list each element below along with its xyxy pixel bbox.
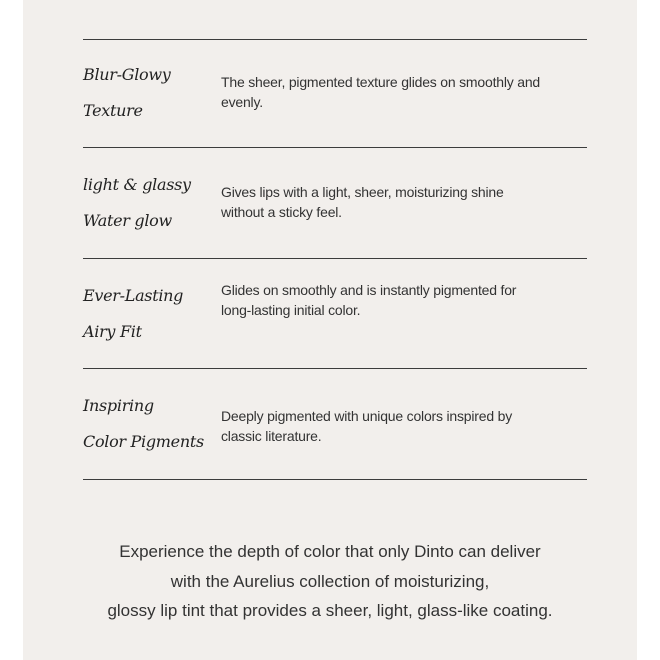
closing-line: Experience the depth of color that only Dinto can deliver — [119, 542, 541, 561]
closing-line: glossy lip tint that provides a sheer, light, glass-like coating. — [107, 601, 553, 620]
feature-title-line: Blur-Glowy — [83, 65, 171, 84]
divider — [83, 368, 587, 369]
feature-title-water-glow — [83, 167, 223, 239]
closing-line: with the Aurelius collection of moisturizing, — [170, 571, 490, 591]
feature-description-water-glow: Gives lips with a light, sheer, moisturizing shine without a sticky feel. — [221, 184, 504, 220]
divider-bottom — [83, 479, 587, 480]
feature-description-color-pigments: Deeply pigmented with unique colors inspired by classic literature. — [221, 408, 512, 444]
feature-description-blur-glowy: The sheer, pigmented texture glides on smoothly and evenly. — [221, 74, 540, 110]
feature-title-line: Texture — [83, 101, 143, 120]
closing-statement — [23, 537, 637, 626]
feature-title-airy-fit — [83, 278, 223, 350]
divider — [83, 258, 587, 259]
feature-title-line: Water glow — [83, 211, 172, 230]
feature-panel — [23, 0, 637, 660]
feature-title-line: Ever-Lasting — [83, 286, 184, 305]
feature-title-line: Inspiring — [83, 396, 154, 415]
feature-title-line: Color Pigments — [83, 432, 204, 451]
feature-title-line: light & glassy — [83, 175, 191, 194]
feature-title-blur-glowy — [83, 57, 223, 129]
divider — [83, 147, 587, 148]
feature-title-color-pigments — [83, 388, 223, 460]
feature-title-line: Airy Fit — [83, 322, 142, 341]
feature-description-airy-fit: Glides on smoothly and is instantly pigmented for long-lasting initial color. — [221, 282, 517, 318]
divider-top — [83, 39, 587, 40]
